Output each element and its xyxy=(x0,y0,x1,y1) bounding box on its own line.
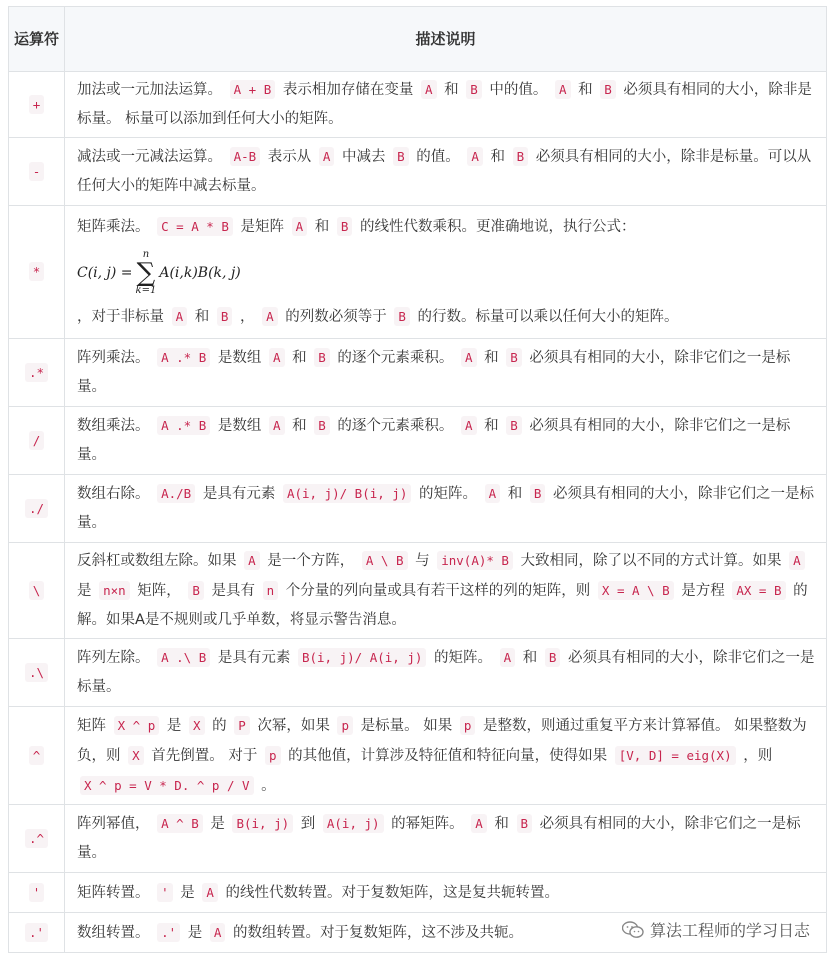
desc-text: 。 xyxy=(256,777,276,794)
description-cell xyxy=(65,873,827,913)
operator-symbol: .\ xyxy=(25,663,48,682)
desc-text: 数组乘法。 xyxy=(77,418,155,434)
desc-text: 的矩阵。 xyxy=(429,650,497,666)
desc-text: 的数组转置。对于复数矩阵，这不涉及共轭。 xyxy=(228,924,524,941)
desc-text: 个分量的列向量或具有若干这样的列的矩阵，则 xyxy=(281,583,595,599)
operator-cell xyxy=(9,805,65,873)
inline-code: p xyxy=(337,716,353,735)
inline-code: X = A \ B xyxy=(598,581,674,600)
operator-symbol: ./ xyxy=(25,499,48,518)
description-line xyxy=(77,546,816,635)
inline-code: B xyxy=(188,581,204,600)
desc-text: 和 xyxy=(287,418,312,434)
inline-code: P xyxy=(234,716,250,735)
desc-text: 加法或一元加法运算。 xyxy=(77,82,227,98)
operator-symbol: ^ xyxy=(29,746,45,765)
inline-code: A \ B xyxy=(362,551,408,570)
inline-code: X ^ p xyxy=(114,716,160,735)
inline-code: A(i, j) xyxy=(323,814,384,833)
operator-symbol: .* xyxy=(25,363,48,382)
desc-text: 的值。 xyxy=(411,149,465,165)
desc-text: 反斜杠或数组左除。如果 xyxy=(77,553,242,569)
watermark-text: 算法工程师的学习日志 xyxy=(649,921,810,940)
inline-code: A xyxy=(262,307,278,326)
description-cell xyxy=(65,407,827,475)
inline-code: A xyxy=(202,883,218,902)
desc-text: 矩阵 xyxy=(77,717,111,734)
inline-code: A .* B xyxy=(157,348,210,367)
table-row xyxy=(9,138,827,206)
inline-code: B xyxy=(600,80,616,99)
table-row xyxy=(9,475,827,543)
inline-code: X xyxy=(189,716,205,735)
desc-text: 的逐个元素乘积。 xyxy=(332,418,458,434)
inline-code: B(i, j) xyxy=(232,814,293,833)
desc-text: 是整数，则通过重复平方来计算幂值。 如果整数为负，则 xyxy=(77,717,807,764)
desc-text: 是方程 xyxy=(676,583,730,599)
inline-code: A .* B xyxy=(157,416,210,435)
operator-cell xyxy=(9,913,65,953)
desc-text: 首先倒置。 对于 xyxy=(146,747,262,764)
desc-text: 中的值。 xyxy=(484,82,552,98)
description-line xyxy=(77,142,816,201)
operator-symbol: + xyxy=(29,95,45,114)
inline-code: A xyxy=(461,416,477,435)
desc-text: 数组右除。 xyxy=(77,486,155,502)
desc-text: 的线性代数转置。对于复数矩阵，这是复共轭转置。 xyxy=(220,884,559,901)
desc-text: 是 xyxy=(77,583,97,599)
desc-text: 必须具有相同的大小，除非是标量。 标量可以添加到任何大小的矩阵。 xyxy=(77,82,812,127)
inline-code: B xyxy=(393,147,409,166)
inline-code: p xyxy=(265,746,281,765)
operator-table xyxy=(8,6,827,953)
inline-code: A-B xyxy=(230,147,261,166)
inline-code: A ^ B xyxy=(157,814,203,833)
desc-text: 到 xyxy=(296,816,320,832)
description-line xyxy=(77,809,816,868)
description-cell xyxy=(65,543,827,639)
desc-text: 是具有元素 xyxy=(213,650,295,666)
desc-text: 是 xyxy=(205,816,230,832)
desc-text: 是矩阵 xyxy=(235,219,289,235)
inline-code: p xyxy=(460,716,476,735)
inline-code: A xyxy=(500,648,516,667)
desc-text: 和 xyxy=(503,486,527,502)
desc-text: 是具有 xyxy=(206,583,260,599)
header-operator: 运算符 xyxy=(9,7,65,72)
table-header-row xyxy=(9,7,827,72)
inline-code: A xyxy=(421,80,437,99)
inline-code: A xyxy=(319,147,335,166)
inline-code: B xyxy=(314,416,330,435)
table-row xyxy=(9,72,827,138)
desc-text: 数组转置。 xyxy=(77,924,155,941)
inline-code: n×n xyxy=(99,581,130,600)
table-row xyxy=(9,206,827,339)
inline-code: A xyxy=(789,551,805,570)
desc-text: 和 xyxy=(190,309,214,325)
desc-text: ，对于非标量 xyxy=(77,309,169,325)
description-line xyxy=(77,479,816,538)
desc-text: 矩阵转置。 xyxy=(77,884,155,901)
description-cell xyxy=(65,639,827,707)
desc-text: ，则 xyxy=(738,747,773,764)
inline-code: [V, D] = eig(X) xyxy=(615,746,736,765)
description-line xyxy=(77,643,816,702)
description-line xyxy=(77,343,816,402)
summation-sign xyxy=(136,250,157,296)
desc-text: 是一个方阵， xyxy=(262,553,359,569)
desc-text: 是 xyxy=(175,884,200,901)
table-row xyxy=(9,339,827,407)
desc-text: 减法或一元减法运算。 xyxy=(77,149,227,165)
desc-text: 是 xyxy=(162,717,186,734)
sum-lower-limit: k=1 xyxy=(135,285,157,296)
desc-text: 和 xyxy=(287,350,312,366)
desc-text: 阵列乘法。 xyxy=(77,350,155,366)
desc-text: 表示相加存储在变量 xyxy=(278,82,418,98)
inline-code: A xyxy=(210,923,226,942)
inline-code: A .\ B xyxy=(157,648,210,667)
inline-code: A./B xyxy=(157,484,195,503)
inline-code: A xyxy=(555,80,571,99)
inline-code: B xyxy=(217,307,233,326)
desc-text: 是标量。 如果 xyxy=(356,717,457,734)
inline-code: B xyxy=(506,416,522,435)
desc-text: 表示从 xyxy=(263,149,316,165)
description-cell xyxy=(65,707,827,805)
desc-text: 是数组 xyxy=(213,418,266,434)
desc-text: 必须具有相同的大小，除非它们之一是标量。 xyxy=(77,486,814,531)
watermark xyxy=(622,918,810,941)
description-cell xyxy=(65,475,827,543)
formula-lhs: C(i, j) = xyxy=(77,264,133,281)
formula-rhs: A(i,k)B(k, j) xyxy=(159,264,241,281)
description-line xyxy=(77,711,816,801)
desc-text: 的 xyxy=(207,717,232,734)
desc-text: 和 xyxy=(489,816,514,832)
desc-text: 矩阵乘法。 xyxy=(77,219,155,235)
desc-text: 必须具有相同的大小，除非它们之一是标量。 xyxy=(77,350,791,395)
desc-text: 和 xyxy=(518,650,542,666)
inline-code: B(i, j)/ A(i, j) xyxy=(298,648,426,667)
table-row xyxy=(9,543,827,639)
operator-cell xyxy=(9,639,65,707)
table-row xyxy=(9,873,827,913)
inline-code: X ^ p = V * D. ^ p / V xyxy=(80,776,254,795)
description-line xyxy=(77,75,816,134)
operator-cell xyxy=(9,873,65,913)
desc-text: 矩阵， xyxy=(132,583,186,599)
description-line xyxy=(77,411,816,470)
description-cell xyxy=(65,206,827,339)
inline-code: B xyxy=(337,217,353,236)
description-line xyxy=(77,878,816,908)
operator-symbol: * xyxy=(29,262,45,281)
inline-code: n xyxy=(263,581,279,600)
operator-cell xyxy=(9,543,65,639)
inline-code: A xyxy=(172,307,188,326)
inline-code: ' xyxy=(157,883,173,902)
desc-text: 是 xyxy=(183,924,207,941)
operator-cell xyxy=(9,707,65,805)
header-description: 描述说明 xyxy=(65,7,827,72)
table-row xyxy=(9,407,827,475)
inline-code: A xyxy=(461,348,477,367)
inline-code: A xyxy=(269,416,285,435)
desc-text: 和 xyxy=(479,418,504,434)
operator-cell xyxy=(9,206,65,339)
desc-text: 和 xyxy=(439,82,464,98)
operator-symbol: ' xyxy=(29,883,45,902)
desc-text: 与 xyxy=(410,553,435,569)
inline-code: B xyxy=(314,348,330,367)
inline-code: inv(A)* B xyxy=(437,551,513,570)
desc-text: 和 xyxy=(479,350,504,366)
desc-text: 的列数必须等于 xyxy=(280,309,392,325)
desc-text: 的幂矩阵。 xyxy=(386,816,469,832)
desc-text: 大致相同，除了以不同的方式计算。如果 xyxy=(515,553,787,569)
description-line xyxy=(77,302,816,332)
matrix-product-formula xyxy=(77,244,816,302)
operator-symbol: - xyxy=(29,162,45,181)
operator-cell xyxy=(9,475,65,543)
sum-upper-limit: n xyxy=(142,249,150,260)
inline-code: X xyxy=(128,746,144,765)
operator-cell xyxy=(9,72,65,138)
inline-code: AX = B xyxy=(732,581,785,600)
operator-symbol: / xyxy=(29,431,45,450)
table-row xyxy=(9,707,827,805)
description-line xyxy=(77,212,816,242)
wechat-icon xyxy=(622,921,644,939)
inline-code: A xyxy=(244,551,260,570)
desc-text: 是具有元素 xyxy=(198,486,280,502)
description-cell xyxy=(65,805,827,873)
desc-text: 必须具有相同的大小，除非它们之一是标量。 xyxy=(77,418,791,463)
operator-cell xyxy=(9,407,65,475)
desc-text: 的解。如果A是不规则或几乎单数，将显示警告消息。 xyxy=(77,583,808,628)
desc-text: ， xyxy=(235,309,260,325)
table-row xyxy=(9,639,827,707)
operator-cell xyxy=(9,339,65,407)
desc-text: 和 xyxy=(573,82,598,98)
desc-text: 次幂，如果 xyxy=(252,717,335,734)
operator-symbol: .' xyxy=(25,923,48,942)
desc-text: 必须具有相同的大小，除非它们之一是标量。 xyxy=(77,650,815,695)
inline-code: A xyxy=(471,814,487,833)
inline-code: A(i, j)/ B(i, j) xyxy=(283,484,411,503)
inline-code: C = A * B xyxy=(157,217,233,236)
desc-text: 的其他值，计算涉及特征值和特征向量，使得如果 xyxy=(283,747,612,764)
table-row xyxy=(9,805,827,873)
desc-text: 必须具有相同的大小，除非它们之一是标量。 xyxy=(77,816,801,861)
inline-code: A xyxy=(269,348,285,367)
inline-code: B xyxy=(466,80,482,99)
description-cell xyxy=(65,339,827,407)
inline-code: A xyxy=(485,484,501,503)
inline-code: A + B xyxy=(230,80,276,99)
inline-code: .' xyxy=(157,923,180,942)
inline-code: B xyxy=(506,348,522,367)
inline-code: B xyxy=(530,484,546,503)
inline-code: B xyxy=(513,147,529,166)
inline-code: A xyxy=(292,217,308,236)
operator-cell xyxy=(9,138,65,206)
desc-text: 的线性代数乘积。更准确地说，执行公式： xyxy=(355,219,636,235)
inline-code: B xyxy=(394,307,410,326)
inline-code: B xyxy=(517,814,533,833)
desc-text: 阵列幂值， xyxy=(77,816,155,832)
desc-text: 和 xyxy=(485,149,510,165)
operator-symbol: .^ xyxy=(25,829,48,848)
sigma-symbol: ∑ xyxy=(136,258,156,288)
desc-text: 的矩阵。 xyxy=(414,486,482,502)
desc-text: 中减去 xyxy=(337,149,391,165)
desc-text: 阵列左除。 xyxy=(77,650,155,666)
inline-code: A xyxy=(467,147,483,166)
desc-text: 的行数。标量可以乘以任何大小的矩阵。 xyxy=(412,309,679,325)
operator-symbol: \ xyxy=(29,581,45,600)
desc-text: 必须具有相同的大小，除非是标量。可以从任何大小的矩阵中减去标量。 xyxy=(77,149,812,194)
description-cell xyxy=(65,138,827,206)
description-cell xyxy=(65,72,827,138)
desc-text: 是数组 xyxy=(213,350,266,366)
desc-text: 和 xyxy=(310,219,334,235)
desc-text: 的逐个元素乘积。 xyxy=(332,350,458,366)
inline-code: B xyxy=(545,648,561,667)
